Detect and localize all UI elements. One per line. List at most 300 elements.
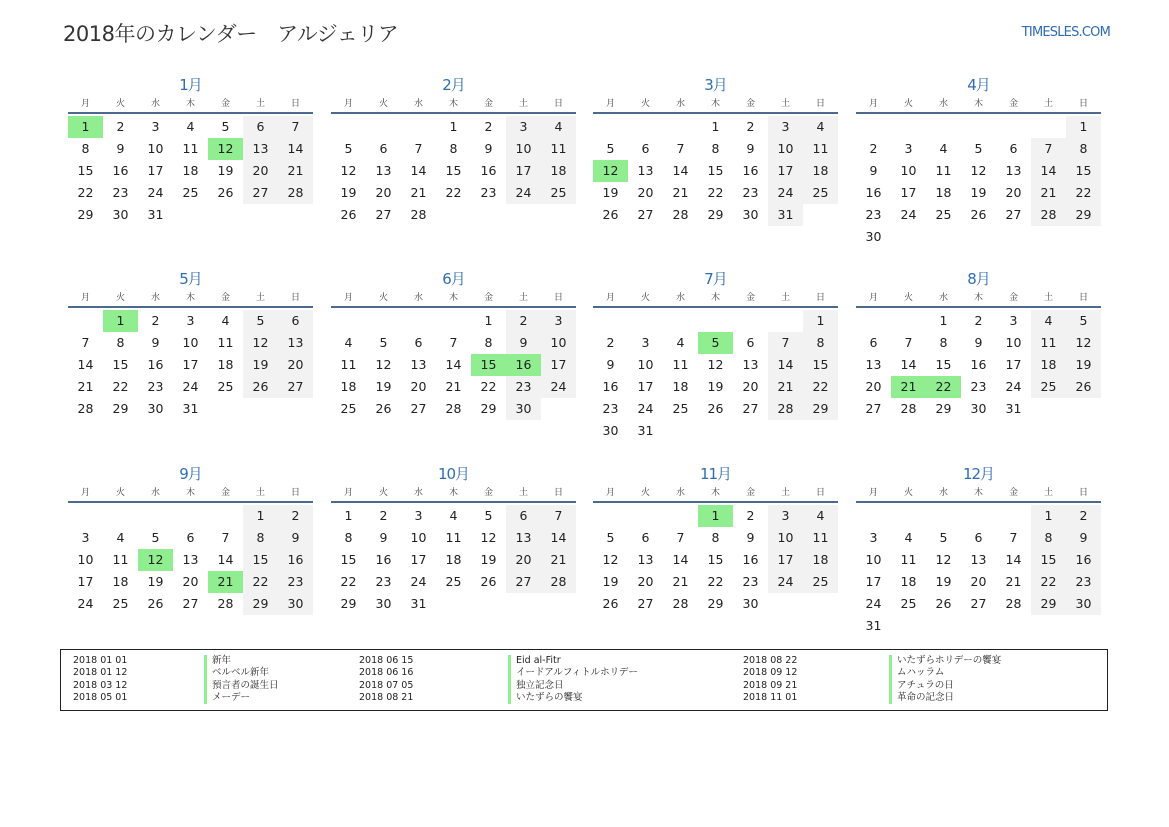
day-cell[interactable]: 24 — [900, 207, 917, 222]
day-cell[interactable]: 30 — [970, 401, 987, 416]
day-cell[interactable]: 10 — [182, 335, 199, 350]
day-cell[interactable]: 10 — [768, 527, 803, 549]
day-cell[interactable]: 13 — [278, 332, 313, 354]
day-cell[interactable]: 16 — [970, 357, 987, 372]
day-cell[interactable]: 14 — [278, 138, 313, 160]
day-cell[interactable]: 18 — [445, 552, 462, 567]
day-cell[interactable]: 9 — [974, 335, 983, 350]
day-cell[interactable]: 4 — [541, 116, 576, 138]
day-cell[interactable]: 25 — [803, 571, 838, 593]
day-cell[interactable]: 13 — [375, 163, 392, 178]
day-cell[interactable]: 26 — [243, 376, 278, 398]
day-cell[interactable]: 8 — [803, 332, 838, 354]
day-cell[interactable]: 8 — [1031, 527, 1066, 549]
day-cell[interactable]: 8 — [449, 141, 458, 156]
day-cell[interactable]: 26 — [217, 185, 234, 200]
day-cell[interactable]: 10 — [147, 141, 164, 156]
day-cell[interactable]: 21 — [1005, 574, 1022, 589]
day-cell[interactable]: 7 — [676, 530, 685, 545]
day-cell[interactable]: 2 — [506, 310, 541, 332]
day-cell[interactable]: 4 — [803, 505, 838, 527]
day-cell[interactable]: 17 — [865, 574, 882, 589]
day-cell[interactable]: 3 — [186, 313, 195, 328]
day-cell[interactable]: 2 — [869, 141, 878, 156]
day-cell[interactable]: 30 — [602, 423, 619, 438]
day-cell[interactable]: 5 — [606, 530, 615, 545]
holiday-day-cell[interactable]: 12 — [138, 549, 173, 571]
holiday-day-cell[interactable]: 15 — [471, 354, 506, 376]
day-cell[interactable]: 8 — [1066, 138, 1101, 160]
holiday-day-cell[interactable]: 1 — [103, 310, 138, 332]
day-cell[interactable]: 12 — [243, 332, 278, 354]
holiday-day-cell[interactable]: 22 — [926, 376, 961, 398]
day-cell[interactable]: 11 — [900, 552, 917, 567]
day-cell[interactable]: 19 — [375, 379, 392, 394]
day-cell[interactable]: 23 — [375, 574, 392, 589]
day-cell[interactable]: 6 — [506, 505, 541, 527]
day-cell[interactable]: 22 — [707, 185, 724, 200]
day-cell[interactable]: 19 — [602, 574, 619, 589]
day-cell[interactable]: 28 — [541, 571, 576, 593]
day-cell[interactable]: 10 — [1005, 335, 1022, 350]
day-cell[interactable]: 18 — [541, 160, 576, 182]
day-cell[interactable]: 1 — [449, 119, 458, 134]
day-cell[interactable]: 23 — [602, 401, 619, 416]
day-cell[interactable]: 17 — [77, 574, 94, 589]
day-cell[interactable]: 23 — [742, 185, 759, 200]
day-cell[interactable]: 15 — [243, 549, 278, 571]
day-cell[interactable]: 29 — [707, 596, 724, 611]
day-cell[interactable]: 21 — [410, 185, 427, 200]
day-cell[interactable]: 16 — [278, 549, 313, 571]
day-cell[interactable]: 26 — [602, 207, 619, 222]
day-cell[interactable]: 16 — [865, 185, 882, 200]
day-cell[interactable]: 20 — [742, 379, 759, 394]
day-cell[interactable]: 25 — [340, 401, 357, 416]
day-cell[interactable]: 17 — [1005, 357, 1022, 372]
day-cell[interactable]: 12 — [1066, 332, 1101, 354]
day-cell[interactable]: 11 — [803, 527, 838, 549]
day-cell[interactable]: 9 — [278, 527, 313, 549]
day-cell[interactable]: 20 — [182, 574, 199, 589]
holiday-day-cell[interactable]: 1 — [698, 505, 733, 527]
day-cell[interactable]: 17 — [182, 357, 199, 372]
holiday-day-cell[interactable]: 12 — [593, 160, 628, 182]
day-cell[interactable]: 3 — [869, 530, 878, 545]
day-cell[interactable]: 7 — [1009, 530, 1018, 545]
holiday-day-cell[interactable]: 1 — [68, 116, 103, 138]
day-cell[interactable]: 10 — [637, 357, 654, 372]
day-cell[interactable]: 10 — [541, 332, 576, 354]
day-cell[interactable]: 11 — [340, 357, 357, 372]
day-cell[interactable]: 2 — [116, 119, 125, 134]
day-cell[interactable]: 5 — [344, 141, 353, 156]
day-cell[interactable]: 19 — [147, 574, 164, 589]
day-cell[interactable]: 27 — [278, 376, 313, 398]
day-cell[interactable]: 19 — [480, 552, 497, 567]
day-cell[interactable]: 29 — [803, 398, 838, 420]
day-cell[interactable]: 29 — [707, 207, 724, 222]
day-cell[interactable]: 20 — [637, 574, 654, 589]
day-cell[interactable]: 4 — [904, 530, 913, 545]
day-cell[interactable]: 12 — [340, 163, 357, 178]
day-cell[interactable]: 17 — [506, 160, 541, 182]
day-cell[interactable]: 19 — [602, 185, 619, 200]
day-cell[interactable]: 24 — [541, 376, 576, 398]
day-cell[interactable]: 13 — [637, 552, 654, 567]
day-cell[interactable]: 16 — [742, 552, 759, 567]
day-cell[interactable]: 24 — [77, 596, 94, 611]
day-cell[interactable]: 31 — [1005, 401, 1022, 416]
day-cell[interactable]: 5 — [974, 141, 983, 156]
day-cell[interactable]: 26 — [340, 207, 357, 222]
day-cell[interactable]: 26 — [935, 596, 952, 611]
day-cell[interactable]: 16 — [147, 357, 164, 372]
day-cell[interactable]: 31 — [182, 401, 199, 416]
day-cell[interactable]: 24 — [865, 596, 882, 611]
day-cell[interactable]: 18 — [1031, 354, 1066, 376]
day-cell[interactable]: 1 — [344, 508, 353, 523]
day-cell[interactable]: 8 — [939, 335, 948, 350]
day-cell[interactable]: 29 — [480, 401, 497, 416]
day-cell[interactable]: 12 — [602, 552, 619, 567]
day-cell[interactable]: 22 — [243, 571, 278, 593]
day-cell[interactable]: 20 — [278, 354, 313, 376]
day-cell[interactable]: 28 — [77, 401, 94, 416]
day-cell[interactable]: 24 — [147, 185, 164, 200]
day-cell[interactable]: 14 — [768, 354, 803, 376]
day-cell[interactable]: 30 — [865, 229, 882, 244]
day-cell[interactable]: 7 — [1031, 138, 1066, 160]
day-cell[interactable]: 20 — [243, 160, 278, 182]
day-cell[interactable]: 21 — [541, 549, 576, 571]
day-cell[interactable]: 15 — [707, 163, 724, 178]
day-cell[interactable]: 21 — [1031, 182, 1066, 204]
day-cell[interactable]: 28 — [217, 596, 234, 611]
day-cell[interactable]: 7 — [676, 141, 685, 156]
day-cell[interactable]: 14 — [410, 163, 427, 178]
day-cell[interactable]: 4 — [676, 335, 685, 350]
day-cell[interactable]: 13 — [865, 357, 882, 372]
day-cell[interactable]: 14 — [1031, 160, 1066, 182]
day-cell[interactable]: 19 — [340, 185, 357, 200]
day-cell[interactable]: 29 — [1031, 593, 1066, 615]
day-cell[interactable]: 20 — [506, 549, 541, 571]
day-cell[interactable]: 14 — [445, 357, 462, 372]
day-cell[interactable]: 1 — [243, 505, 278, 527]
day-cell[interactable]: 4 — [449, 508, 458, 523]
day-cell[interactable]: 17 — [768, 549, 803, 571]
day-cell[interactable]: 6 — [641, 141, 650, 156]
day-cell[interactable]: 8 — [116, 335, 125, 350]
day-cell[interactable]: 17 — [147, 163, 164, 178]
day-cell[interactable]: 6 — [278, 310, 313, 332]
day-cell[interactable]: 28 — [768, 398, 803, 420]
day-cell[interactable]: 18 — [217, 357, 234, 372]
day-cell[interactable]: 30 — [112, 207, 129, 222]
day-cell[interactable]: 4 — [344, 335, 353, 350]
day-cell[interactable]: 19 — [970, 185, 987, 200]
day-cell[interactable]: 4 — [116, 530, 125, 545]
day-cell[interactable]: 18 — [900, 574, 917, 589]
day-cell[interactable]: 1 — [939, 313, 948, 328]
day-cell[interactable]: 7 — [278, 116, 313, 138]
day-cell[interactable]: 1 — [711, 119, 720, 134]
day-cell[interactable]: 11 — [541, 138, 576, 160]
day-cell[interactable]: 3 — [541, 310, 576, 332]
day-cell[interactable]: 10 — [900, 163, 917, 178]
day-cell[interactable]: 20 — [1005, 185, 1022, 200]
day-cell[interactable]: 20 — [375, 185, 392, 200]
day-cell[interactable]: 22 — [445, 185, 462, 200]
day-cell[interactable]: 13 — [410, 357, 427, 372]
day-cell[interactable]: 8 — [484, 335, 493, 350]
day-cell[interactable]: 16 — [742, 163, 759, 178]
day-cell[interactable]: 10 — [865, 552, 882, 567]
day-cell[interactable]: 21 — [768, 376, 803, 398]
day-cell[interactable]: 24 — [768, 571, 803, 593]
day-cell[interactable]: 22 — [707, 574, 724, 589]
day-cell[interactable]: 18 — [182, 163, 199, 178]
day-cell[interactable]: 17 — [410, 552, 427, 567]
day-cell[interactable]: 27 — [506, 571, 541, 593]
day-cell[interactable]: 11 — [112, 552, 129, 567]
day-cell[interactable]: 23 — [742, 574, 759, 589]
day-cell[interactable]: 5 — [151, 530, 160, 545]
day-cell[interactable]: 13 — [637, 163, 654, 178]
day-cell[interactable]: 2 — [379, 508, 388, 523]
day-cell[interactable]: 27 — [375, 207, 392, 222]
day-cell[interactable]: 27 — [410, 401, 427, 416]
day-cell[interactable]: 16 — [480, 163, 497, 178]
day-cell[interactable]: 3 — [768, 116, 803, 138]
day-cell[interactable]: 27 — [182, 596, 199, 611]
day-cell[interactable]: 9 — [506, 332, 541, 354]
day-cell[interactable]: 23 — [480, 185, 497, 200]
day-cell[interactable]: 24 — [637, 401, 654, 416]
holiday-day-cell[interactable]: 21 — [208, 571, 243, 593]
day-cell[interactable]: 8 — [344, 530, 353, 545]
day-cell[interactable]: 5 — [606, 141, 615, 156]
day-cell[interactable]: 4 — [186, 119, 195, 134]
day-cell[interactable]: 17 — [768, 160, 803, 182]
day-cell[interactable]: 8 — [81, 141, 90, 156]
day-cell[interactable]: 22 — [803, 376, 838, 398]
day-cell[interactable]: 2 — [746, 119, 755, 134]
day-cell[interactable]: 29 — [340, 596, 357, 611]
day-cell[interactable]: 29 — [935, 401, 952, 416]
day-cell[interactable]: 14 — [1005, 552, 1022, 567]
day-cell[interactable]: 5 — [379, 335, 388, 350]
day-cell[interactable]: 26 — [602, 596, 619, 611]
day-cell[interactable]: 6 — [379, 141, 388, 156]
day-cell[interactable]: 18 — [672, 379, 689, 394]
day-cell[interactable]: 24 — [182, 379, 199, 394]
day-cell[interactable]: 18 — [340, 379, 357, 394]
day-cell[interactable]: 1 — [484, 313, 493, 328]
day-cell[interactable]: 14 — [672, 552, 689, 567]
day-cell[interactable]: 30 — [278, 593, 313, 615]
day-cell[interactable]: 21 — [77, 379, 94, 394]
day-cell[interactable]: 4 — [939, 141, 948, 156]
day-cell[interactable]: 25 — [182, 185, 199, 200]
day-cell[interactable]: 31 — [865, 618, 882, 633]
day-cell[interactable]: 29 — [112, 401, 129, 416]
day-cell[interactable]: 9 — [379, 530, 388, 545]
day-cell[interactable]: 17 — [900, 185, 917, 200]
day-cell[interactable]: 27 — [637, 596, 654, 611]
day-cell[interactable]: 11 — [935, 163, 952, 178]
day-cell[interactable]: 25 — [935, 207, 952, 222]
day-cell[interactable]: 5 — [1066, 310, 1101, 332]
day-cell[interactable]: 15 — [445, 163, 462, 178]
day-cell[interactable]: 16 — [602, 379, 619, 394]
day-cell[interactable]: 19 — [707, 379, 724, 394]
day-cell[interactable]: 11 — [182, 141, 199, 156]
day-cell[interactable]: 12 — [480, 530, 497, 545]
day-cell[interactable]: 28 — [672, 207, 689, 222]
day-cell[interactable]: 13 — [742, 357, 759, 372]
day-cell[interactable]: 4 — [221, 313, 230, 328]
day-cell[interactable]: 3 — [641, 335, 650, 350]
day-cell[interactable]: 8 — [711, 530, 720, 545]
day-cell[interactable]: 2 — [974, 313, 983, 328]
day-cell[interactable]: 1 — [1066, 116, 1101, 138]
day-cell[interactable]: 3 — [81, 530, 90, 545]
day-cell[interactable]: 3 — [506, 116, 541, 138]
day-cell[interactable]: 11 — [672, 357, 689, 372]
day-cell[interactable]: 27 — [243, 182, 278, 204]
day-cell[interactable]: 6 — [243, 116, 278, 138]
day-cell[interactable]: 9 — [869, 163, 878, 178]
day-cell[interactable]: 11 — [1031, 332, 1066, 354]
day-cell[interactable]: 10 — [506, 138, 541, 160]
day-cell[interactable]: 28 — [900, 401, 917, 416]
day-cell[interactable]: 22 — [112, 379, 129, 394]
day-cell[interactable]: 9 — [746, 141, 755, 156]
day-cell[interactable]: 18 — [935, 185, 952, 200]
day-cell[interactable]: 1 — [803, 310, 838, 332]
day-cell[interactable]: 19 — [217, 163, 234, 178]
day-cell[interactable]: 13 — [1005, 163, 1022, 178]
day-cell[interactable]: 9 — [746, 530, 755, 545]
day-cell[interactable]: 14 — [672, 163, 689, 178]
day-cell[interactable]: 15 — [1066, 160, 1101, 182]
day-cell[interactable]: 26 — [1066, 376, 1101, 398]
day-cell[interactable]: 25 — [217, 379, 234, 394]
day-cell[interactable]: 30 — [506, 398, 541, 420]
day-cell[interactable]: 28 — [278, 182, 313, 204]
day-cell[interactable]: 28 — [445, 401, 462, 416]
day-cell[interactable]: 29 — [1066, 204, 1101, 226]
day-cell[interactable]: 31 — [147, 207, 164, 222]
day-cell[interactable]: 13 — [506, 527, 541, 549]
day-cell[interactable]: 12 — [935, 552, 952, 567]
day-cell[interactable]: 31 — [768, 204, 803, 226]
day-cell[interactable]: 4 — [1031, 310, 1066, 332]
day-cell[interactable]: 14 — [77, 357, 94, 372]
day-cell[interactable]: 7 — [541, 505, 576, 527]
day-cell[interactable]: 17 — [541, 354, 576, 376]
day-cell[interactable]: 5 — [243, 310, 278, 332]
day-cell[interactable]: 21 — [672, 574, 689, 589]
day-cell[interactable]: 29 — [243, 593, 278, 615]
day-cell[interactable]: 23 — [112, 185, 129, 200]
day-cell[interactable]: 27 — [637, 207, 654, 222]
day-cell[interactable]: 9 — [606, 357, 615, 372]
day-cell[interactable]: 26 — [480, 574, 497, 589]
day-cell[interactable]: 21 — [445, 379, 462, 394]
day-cell[interactable]: 25 — [112, 596, 129, 611]
day-cell[interactable]: 2 — [151, 313, 160, 328]
day-cell[interactable]: 14 — [541, 527, 576, 549]
day-cell[interactable]: 7 — [221, 530, 230, 545]
day-cell[interactable]: 23 — [1066, 571, 1101, 593]
day-cell[interactable]: 30 — [1066, 593, 1101, 615]
day-cell[interactable]: 26 — [970, 207, 987, 222]
day-cell[interactable]: 30 — [742, 596, 759, 611]
day-cell[interactable]: 24 — [410, 574, 427, 589]
day-cell[interactable]: 10 — [410, 530, 427, 545]
day-cell[interactable]: 2 — [278, 505, 313, 527]
day-cell[interactable]: 8 — [711, 141, 720, 156]
day-cell[interactable]: 26 — [147, 596, 164, 611]
day-cell[interactable]: 7 — [449, 335, 458, 350]
day-cell[interactable]: 15 — [77, 163, 94, 178]
day-cell[interactable]: 15 — [1031, 549, 1066, 571]
day-cell[interactable]: 18 — [803, 160, 838, 182]
day-cell[interactable]: 18 — [112, 574, 129, 589]
day-cell[interactable]: 21 — [278, 160, 313, 182]
day-cell[interactable]: 5 — [939, 530, 948, 545]
day-cell[interactable]: 22 — [77, 185, 94, 200]
day-cell[interactable]: 2 — [484, 119, 493, 134]
day-cell[interactable]: 10 — [768, 138, 803, 160]
day-cell[interactable]: 16 — [112, 163, 129, 178]
day-cell[interactable]: 31 — [637, 423, 654, 438]
holiday-day-cell[interactable]: 12 — [208, 138, 243, 160]
day-cell[interactable]: 3 — [414, 508, 423, 523]
day-cell[interactable]: 7 — [768, 332, 803, 354]
day-cell[interactable]: 26 — [707, 401, 724, 416]
day-cell[interactable]: 15 — [340, 552, 357, 567]
day-cell[interactable]: 18 — [803, 549, 838, 571]
day-cell[interactable]: 23 — [278, 571, 313, 593]
day-cell[interactable]: 19 — [243, 354, 278, 376]
day-cell[interactable]: 4 — [803, 116, 838, 138]
day-cell[interactable]: 13 — [970, 552, 987, 567]
day-cell[interactable]: 20 — [637, 185, 654, 200]
day-cell[interactable]: 20 — [865, 379, 882, 394]
holiday-day-cell[interactable]: 21 — [891, 376, 926, 398]
day-cell[interactable]: 22 — [480, 379, 497, 394]
day-cell[interactable]: 28 — [1031, 204, 1066, 226]
day-cell[interactable]: 11 — [803, 138, 838, 160]
day-cell[interactable]: 12 — [707, 357, 724, 372]
day-cell[interactable]: 11 — [217, 335, 234, 350]
site-name[interactable]: TIMESLES.COM — [1021, 25, 1110, 40]
day-cell[interactable]: 7 — [414, 141, 423, 156]
day-cell[interactable]: 21 — [672, 185, 689, 200]
day-cell[interactable]: 14 — [900, 357, 917, 372]
day-cell[interactable]: 24 — [506, 182, 541, 204]
day-cell[interactable]: 5 — [221, 119, 230, 134]
day-cell[interactable]: 15 — [707, 552, 724, 567]
day-cell[interactable]: 22 — [340, 574, 357, 589]
day-cell[interactable]: 14 — [217, 552, 234, 567]
holiday-day-cell[interactable]: 16 — [506, 354, 541, 376]
day-cell[interactable]: 12 — [970, 163, 987, 178]
